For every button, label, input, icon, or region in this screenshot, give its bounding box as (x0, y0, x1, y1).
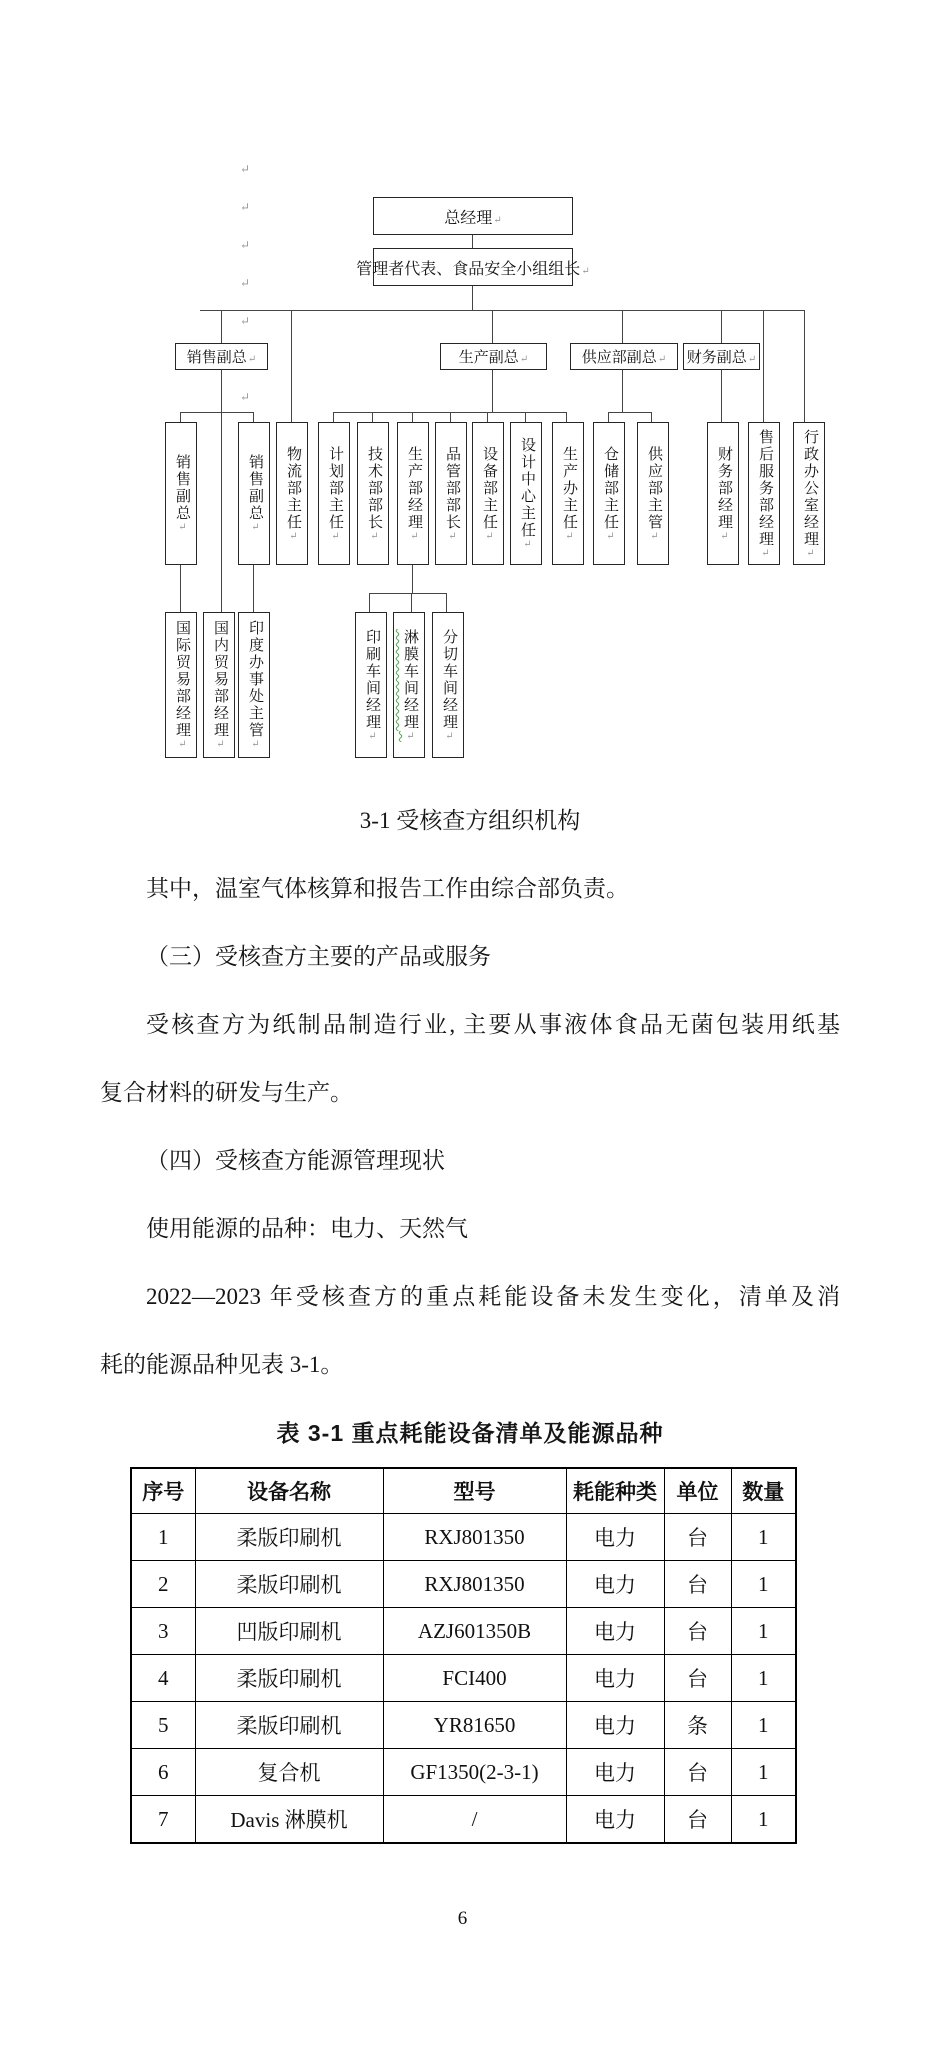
connector-line (412, 413, 413, 422)
cell-qty: 1 (731, 1608, 796, 1655)
cell-unit: 条 (664, 1702, 731, 1749)
org-box-supply-dept-vp (570, 343, 678, 370)
table-row (131, 1796, 796, 1844)
col-header-energy-type: 耗能种类 (566, 1468, 664, 1514)
connector-line (369, 594, 370, 612)
connector-line (221, 368, 222, 412)
section-heading: （四）受核查方能源管理现状 (146, 1148, 445, 1173)
cell-device-name: 柔版印刷机 (195, 1702, 383, 1749)
cell-seq: 7 (131, 1796, 195, 1844)
org-box-equipment-director: 设备部主任 ↵ (472, 422, 504, 565)
connector-line (180, 563, 181, 612)
cell-qty: 1 (731, 1749, 796, 1796)
cell-seq: 1 (131, 1514, 195, 1561)
section-heading: （三）受核查方主要的产品或服务 (146, 944, 491, 969)
table-title: 表 3-1 重点耗能设备清单及能源品种 (276, 1420, 664, 1446)
page-number: 6 (457, 1908, 468, 1929)
cell-device-name: 柔版印刷机 (195, 1514, 383, 1561)
cell-energy-type: 电力 (566, 1608, 664, 1655)
org-box-production-dept-manager: 生产部经理 ↵ (397, 422, 429, 565)
org-box-finance-manager: 财务部经理 ↵ (707, 422, 739, 565)
connector-line (412, 563, 413, 593)
cell-model: / (383, 1796, 566, 1844)
cell-qty: 1 (731, 1655, 796, 1702)
cell-unit: 台 (664, 1561, 731, 1608)
table-row (131, 1608, 796, 1655)
cell-qty: 1 (731, 1514, 796, 1561)
cell-unit: 台 (664, 1655, 731, 1702)
cell-seq: 6 (131, 1749, 195, 1796)
connector-line (487, 413, 488, 422)
cell-model: GF1350(2-3-1) (383, 1749, 566, 1796)
org-box-production-vp (440, 343, 547, 370)
cell-unit: 台 (664, 1796, 731, 1844)
connector-line (221, 311, 222, 343)
body-text (100, 787, 840, 1467)
cell-qty: 1 (731, 1561, 796, 1608)
org-box-printing-workshop-manager: 印刷车间经理 ↵ (355, 612, 387, 758)
cell-qty: 1 (731, 1702, 796, 1749)
org-box-sales-vp-2: 销售副总 ↵ (238, 422, 270, 565)
cell-model: RXJ801350 (383, 1561, 566, 1608)
connector-line (622, 311, 623, 343)
col-header-seq: 序号 (131, 1468, 195, 1514)
table-row (131, 1702, 796, 1749)
cell-energy-type: 电力 (566, 1514, 664, 1561)
cell-model: AZJ601350B (383, 1608, 566, 1655)
connector-line (622, 368, 623, 412)
org-box-management-rep (356, 248, 581, 286)
pilcrow-icon (240, 276, 250, 291)
org-box-admin-office-manager: 行政办公室经理 ↵ (793, 422, 825, 565)
connector-line (566, 413, 567, 422)
connector-line (450, 413, 451, 422)
cell-model: RXJ801350 (383, 1514, 566, 1561)
cell-qty: 1 (731, 1796, 796, 1844)
connector-line (472, 233, 473, 248)
col-header-device-name: 设备名称 (195, 1468, 383, 1514)
org-box-label: 管理者代表、食品安全小组组长 ↵ (356, 256, 589, 279)
pilcrow-icon (240, 200, 250, 215)
paragraph: 使用能源的品种：电力、天然气 (146, 1216, 468, 1241)
paragraph: 复合材料的研发与生产。 (100, 1080, 353, 1105)
pilcrow-icon (240, 238, 250, 253)
org-box-domestic-trade-manager: 国内贸易部经理 ↵ (203, 612, 235, 758)
energy-equipment-table (130, 1467, 797, 1844)
cell-model: YR81650 (383, 1702, 566, 1749)
paragraph: 2022—2023 年受核查方的重点耗能设备未发生变化，清单及消 (146, 1284, 840, 1309)
figure-caption: 3-1 受核查方组织机构 (359, 808, 581, 833)
cell-energy-type: 电力 (566, 1796, 664, 1844)
col-header-qty: 数量 (731, 1468, 796, 1514)
cell-device-name: 柔版印刷机 (195, 1655, 383, 1702)
cell-energy-type: 电力 (566, 1655, 664, 1702)
org-box-label: 财务副总 ↵ (687, 346, 756, 367)
org-box-design-center-director: 设计中心主任 ↵ (510, 422, 542, 565)
org-box-sales-vp (175, 343, 268, 370)
pilcrow-icon (240, 162, 250, 177)
connector-line (253, 413, 254, 422)
org-box-slitting-workshop-manager: 分切车间经理 ↵ (432, 612, 464, 758)
table-row (131, 1655, 796, 1702)
connector-line (492, 311, 493, 343)
org-box-finance-vp (683, 343, 760, 370)
org-box-logistics-director: 物流部主任 ↵ (276, 422, 308, 565)
connector-line (253, 563, 254, 612)
table-header-row (131, 1468, 796, 1514)
paragraph: 其中，温室气体核算和报告工作由综合部负责。 (146, 876, 629, 901)
org-box-label: 销售副总 ↵ (187, 346, 256, 367)
cell-energy-type: 电力 (566, 1749, 664, 1796)
cell-seq: 5 (131, 1702, 195, 1749)
connector-line (472, 284, 473, 310)
org-box-label: 生产副总 ↵ (459, 346, 528, 367)
org-box-qc-dept-chief: 品管部部长 ↵ (435, 422, 467, 565)
cell-model: FCI400 (383, 1655, 566, 1702)
cell-seq: 2 (131, 1561, 195, 1608)
col-header-unit: 单位 (664, 1468, 731, 1514)
connector-line (369, 593, 447, 594)
org-box-india-office-supervisor: 印度办事处主管 ↵ (238, 612, 270, 758)
connector-line (608, 412, 652, 413)
connector-line (411, 594, 412, 612)
cell-seq: 3 (131, 1608, 195, 1655)
connector-line (525, 413, 526, 422)
connector-line (372, 413, 373, 422)
cell-device-name: 柔版印刷机 (195, 1561, 383, 1608)
connector-line (291, 311, 292, 422)
cell-energy-type: 电力 (566, 1702, 664, 1749)
connector-line (763, 311, 764, 422)
paragraph: 耗的能源品种见表 3-1。 (100, 1352, 344, 1377)
cell-unit: 台 (664, 1608, 731, 1655)
org-box-warehouse-director: 仓储部主任 ↵ (593, 422, 625, 565)
org-box-sales-vp-1: 销售副总 ↵ (165, 422, 197, 565)
pilcrow-icon (240, 390, 250, 405)
org-box-tech-dept-chief: 技术部部长 ↵ (357, 422, 389, 565)
connector-line (180, 413, 181, 422)
org-box-label: 供应部副总 ↵ (582, 346, 666, 367)
connector-line (492, 368, 493, 412)
cell-device-name: Davis 淋膜机 (195, 1796, 383, 1844)
table-row (131, 1749, 796, 1796)
org-box-general-manager (373, 197, 573, 235)
paragraph: 受核查方为纸制品制造行业, 主要从事液体食品无菌包装用纸基 (146, 1012, 840, 1037)
cell-unit: 台 (664, 1514, 731, 1561)
connector-line (721, 311, 722, 343)
org-box-laminating-workshop-manager: 淋膜车间经理 ↵ (393, 612, 425, 758)
cell-unit: 台 (664, 1749, 731, 1796)
connector-line (651, 413, 652, 422)
cell-device-name: 凹版印刷机 (195, 1608, 383, 1655)
connector-line (221, 413, 222, 612)
cell-seq: 4 (131, 1655, 195, 1702)
connector-line (721, 368, 722, 422)
table-row (131, 1514, 796, 1561)
org-box-intl-trade-manager: 国际贸易部经理 ↵ (165, 612, 197, 758)
cell-device-name: 复合机 (195, 1749, 383, 1796)
connector-line (333, 413, 334, 422)
connector-line (608, 413, 609, 422)
connector-line (446, 594, 447, 612)
org-box-after-sales-manager: 售后服务部经理 ↵ (748, 422, 780, 565)
col-header-model: 型号 (383, 1468, 566, 1514)
org-box-production-office-director: 生产办主任 ↵ (552, 422, 584, 565)
connector-line (180, 412, 254, 413)
org-box-planning-director: 计划部主任 ↵ (318, 422, 350, 565)
cell-energy-type: 电力 (566, 1561, 664, 1608)
connector-line (804, 311, 805, 422)
pilcrow-icon (240, 314, 250, 329)
org-box-supply-supervisor: 供应部主管 ↵ (637, 422, 669, 565)
table-row (131, 1561, 796, 1608)
org-box-label: 总经理 ↵ (444, 205, 501, 228)
